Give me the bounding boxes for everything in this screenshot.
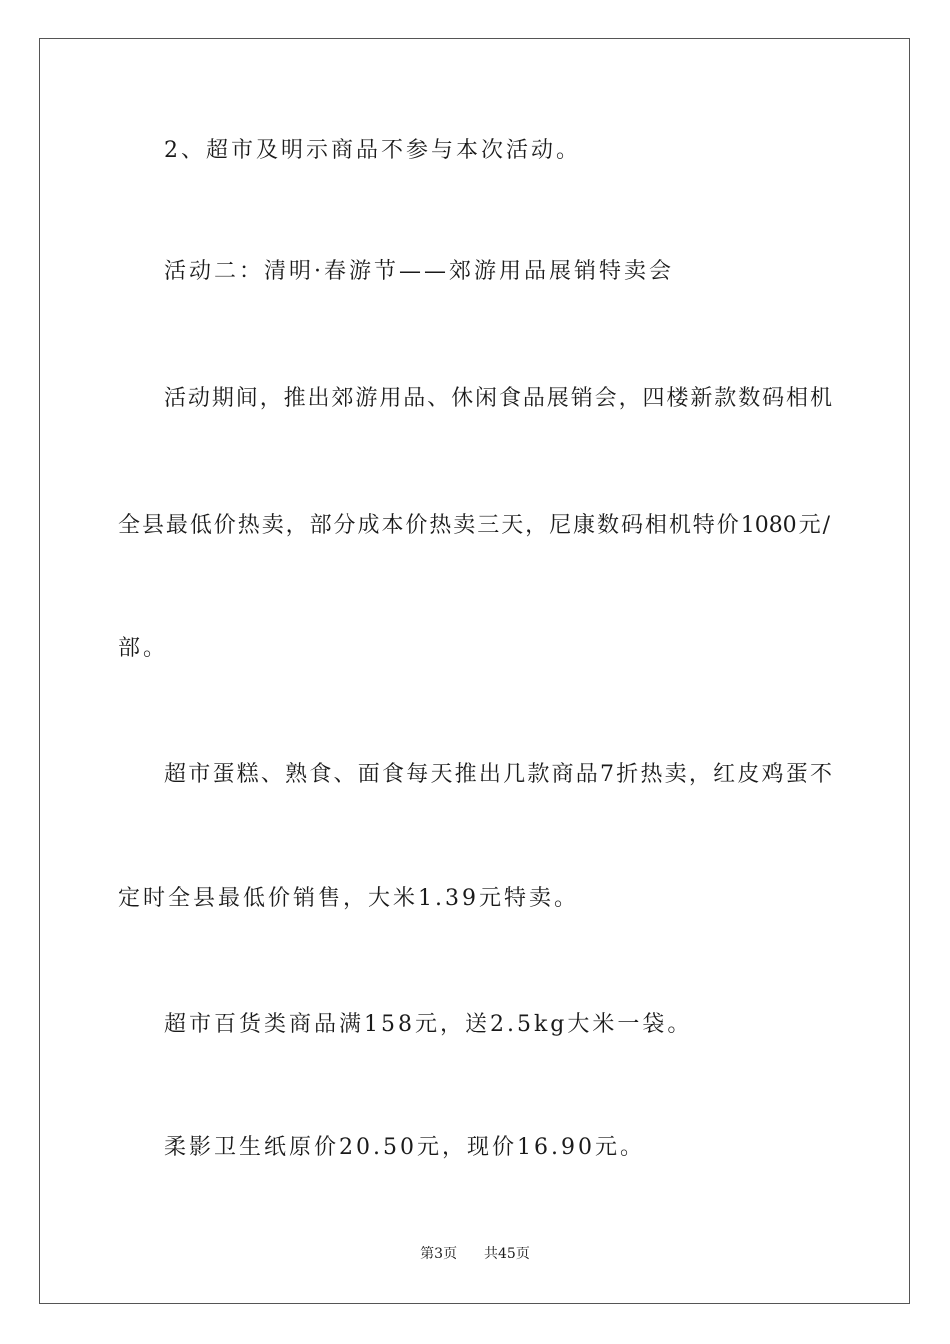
paragraph-line: 柔影卫生纸原价20.50元，现价16.90元。 (164, 1135, 645, 1160)
page-footer (0, 1244, 950, 1264)
section-heading: 活动二：清明·春游节——郊游用品展销特卖会 (164, 259, 674, 284)
paragraph-line: 2、超市及明示商品不参与本次活动。 (164, 138, 581, 163)
paragraph-line: 超市百货类商品满158元，送2.5kg大米一袋。 (164, 1012, 693, 1037)
paragraph-line: 全县最低价热卖，部分成本价热卖三天，尼康数码相机特价1080元/ (118, 513, 830, 538)
paragraph-line: 定时全县最低价销售，大米1.39元特卖。 (118, 886, 579, 911)
page-total: 共45页 (484, 1246, 530, 1262)
paragraph-line: 部。 (118, 636, 169, 661)
page-number: 第3页 (420, 1246, 458, 1262)
paragraph-line: 活动期间，推出郊游用品、休闲食品展销会，四楼新款数码相机 (164, 386, 832, 411)
page-border (39, 38, 910, 1304)
paragraph-line: 超市蛋糕、熟食、面食每天推出几款商品7折热卖，红皮鸡蛋不 (164, 762, 832, 787)
